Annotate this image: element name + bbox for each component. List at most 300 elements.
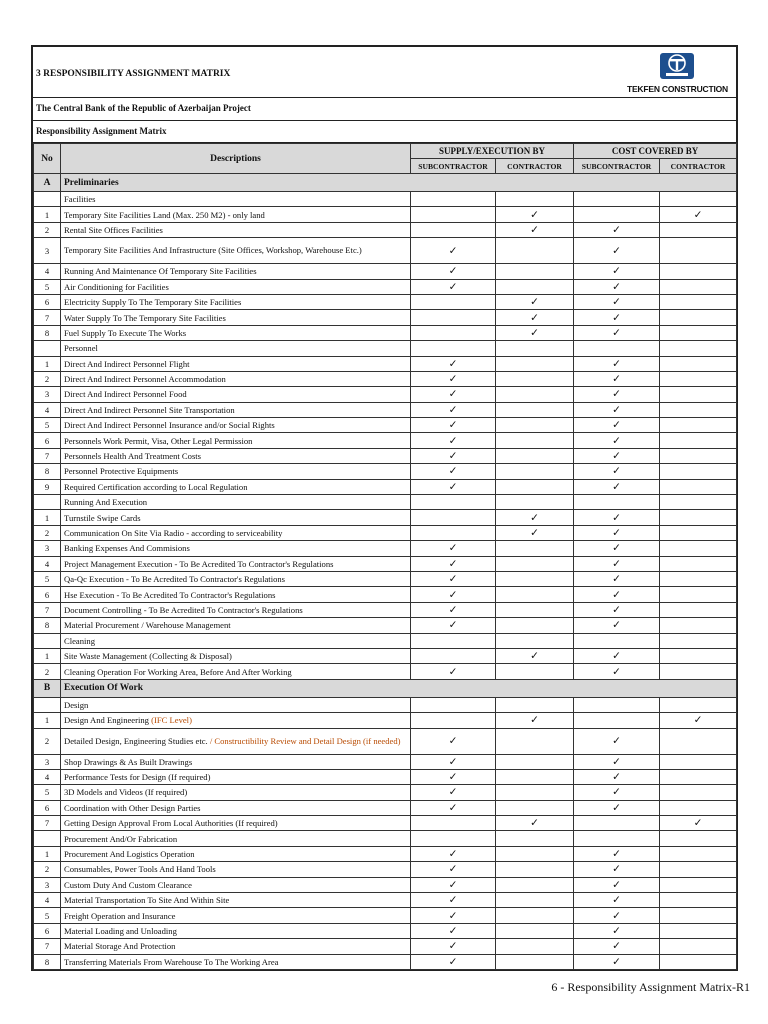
row-description [61,294,411,309]
description-text: Design And Engineering [64,715,149,726]
cost-subcontractor-cell [574,525,660,540]
row-number: 1 [34,846,61,861]
check-mark-icon: ✓ [530,512,539,524]
row-number: 7 [34,602,61,617]
cost-contractor-cell [660,525,737,540]
section-letter: A [34,174,61,192]
check-mark-icon: ✓ [448,756,458,768]
check-mark-icon: ✓ [612,543,621,555]
cost-subcontractor-cell [574,310,660,325]
table-row [34,541,737,556]
check-mark-icon: ✓ [530,818,539,830]
supply-subcontractor-cell [411,648,496,663]
check-mark-icon: ✓ [693,715,703,727]
check-mark-icon: ✓ [448,849,458,861]
check-mark-icon: ✓ [612,589,621,601]
supply-subcontractor-cell [411,448,496,463]
table-row [34,294,737,309]
group-header-row [34,697,737,712]
supply-subcontractor-cell [411,754,496,769]
group-empty-cell [496,341,574,356]
cost-subcontractor-cell [574,402,660,417]
group-title: Design [61,697,411,712]
check-mark-icon: ✓ [612,312,621,324]
check-mark-icon: ✓ [693,818,703,830]
table-row [34,908,737,923]
description-text: Rental Site Offices Facilities [64,224,163,235]
matrix-subtitle: Responsibility Assignment Matrix [36,126,167,136]
row-number: 2 [34,525,61,540]
check-mark-icon: ✓ [448,589,458,601]
company-name: TEKFEN CONSTRUCTION [626,84,728,94]
cost-contractor-cell [660,587,737,602]
group-empty-cell [496,495,574,510]
supply-contractor-cell [496,908,574,923]
row-description [61,264,411,279]
group-header-row [34,831,737,846]
supply-subcontractor-cell [411,728,496,754]
supply-subcontractor-cell [411,618,496,633]
cost-subcontractor-cell [574,769,660,784]
supply-contractor-cell [496,648,574,663]
check-mark-icon: ✓ [448,666,458,678]
supply-contractor-cell [496,310,574,325]
check-mark-icon: ✓ [530,327,539,339]
cost-subcontractor-cell [574,222,660,237]
check-mark-icon: ✓ [612,245,621,257]
table-row [34,800,737,815]
check-mark-icon: ✓ [448,266,458,278]
group-header-row [34,495,737,510]
supply-contractor-cell [496,448,574,463]
responsibility-matrix-table [33,143,737,970]
cost-subcontractor-cell [574,908,660,923]
row-description [61,587,411,602]
description-text: Detailed Design, Engineering Studies etc. [64,735,208,746]
cost-contractor-cell [660,664,737,679]
cost-subcontractor-cell [574,648,660,663]
description-text: Turnstile Swipe Cards [64,512,141,523]
table-row [34,587,737,602]
table-row [34,939,737,954]
row-description [61,713,411,728]
check-mark-icon: ✓ [448,558,458,570]
check-mark-icon: ✓ [448,772,458,784]
check-mark-icon: ✓ [448,802,458,814]
cost-subcontractor-cell [574,464,660,479]
supply-subcontractor-cell [411,222,496,237]
row-number: 3 [34,238,61,264]
supply-contractor-cell [496,923,574,938]
check-mark-icon: ✓ [448,910,458,922]
group-header-row [34,341,737,356]
description-text: Electricity Supply To The Temporary Site Facilities [64,297,242,308]
table-row [34,418,737,433]
check-mark-icon: ✓ [612,736,621,747]
supply-contractor-cell [496,846,574,861]
row-description [61,207,411,222]
description-text: Water Supply To The Temporary Site Facilities [64,312,226,323]
row-description [61,923,411,938]
document-title: 3 RESPONSIBILITY ASSIGNMENT MATRIX [36,69,231,79]
table-row [34,713,737,728]
cost-contractor-cell [660,294,737,309]
supply-subcontractor-cell [411,294,496,309]
check-mark-icon: ✓ [612,772,621,784]
supply-contractor-cell [496,238,574,264]
supply-subcontractor-cell [411,279,496,294]
cost-contractor-cell [660,713,737,728]
table-row [34,222,737,237]
row-description [61,728,411,754]
supply-contractor-cell [496,294,574,309]
row-number: 7 [34,310,61,325]
check-mark-icon: ✓ [448,466,458,478]
check-mark-icon: ✓ [612,756,621,768]
check-mark-icon: ✓ [448,543,458,555]
check-mark-icon: ✓ [448,451,458,463]
group-empty-cell [660,697,737,712]
group-empty-cell [496,192,574,207]
table-row [34,356,737,371]
row-description [61,816,411,831]
cost-contractor-cell [660,207,737,222]
group-empty-cell [660,341,737,356]
row-number: 4 [34,556,61,571]
check-mark-icon: ✓ [612,925,621,937]
check-mark-icon: ✓ [612,466,621,478]
supply-subcontractor-cell [411,846,496,861]
group-empty-cell [660,192,737,207]
supply-contractor-cell [496,541,574,556]
group-empty-cell [496,697,574,712]
row-number: 2 [34,664,61,679]
section-header-row [34,679,737,697]
row-number: 1 [34,510,61,525]
supply-subcontractor-cell [411,371,496,386]
table-row [34,402,737,417]
row-description [61,525,411,540]
cost-subcontractor-cell [574,510,660,525]
check-mark-icon: ✓ [612,558,621,570]
cost-contractor-cell [660,602,737,617]
table-row [34,816,737,831]
check-mark-icon: ✓ [612,297,621,309]
description-text: Performance Tests for Design (If required) [64,772,211,783]
cost-contractor-cell [660,862,737,877]
check-mark-icon: ✓ [448,941,458,953]
supply-subcontractor-cell [411,464,496,479]
table-row [34,238,737,264]
cost-subcontractor-cell [574,877,660,892]
supply-subcontractor-cell [411,387,496,402]
description-text: Material Loading and Unloading [64,925,177,936]
row-description [61,310,411,325]
row-number: 8 [34,954,61,969]
supply-contractor-cell [496,387,574,402]
table-row [34,846,737,861]
description-text: Direct And Indirect Personnel Accommodation [64,374,226,385]
row-description [61,222,411,237]
project-row [33,97,736,121]
check-mark-icon: ✓ [612,528,621,539]
row-description [61,785,411,800]
row-description [61,371,411,386]
supply-subcontractor-cell [411,356,496,371]
check-mark-icon: ✓ [612,224,621,236]
check-mark-icon: ✓ [612,879,621,891]
check-mark-icon: ✓ [448,574,458,586]
group-empty-cell [496,633,574,648]
check-mark-icon: ✓ [530,297,539,309]
description-text: Qa-Qc Execution - To Be Acredited To Contractor's Regulations [64,574,286,585]
supply-contractor-cell [496,556,574,571]
description-text: Running And Maintenance Of Temporary Site Facilities [64,266,257,277]
cost-contractor-cell [660,923,737,938]
tekfen-logo-icon [660,53,694,79]
row-number: 2 [34,862,61,877]
check-mark-icon: ✓ [448,389,458,401]
matrix-body [34,174,737,970]
cost-subcontractor-cell [574,816,660,831]
group-no-cell [34,192,61,207]
row-description [61,939,411,954]
cost-subcontractor-cell [574,893,660,908]
table-row [34,754,737,769]
cost-subcontractor-cell [574,800,660,815]
row-description [61,402,411,417]
document-sheet [31,45,738,971]
supply-subcontractor-cell [411,207,496,222]
cost-contractor-cell [660,433,737,448]
cost-subcontractor-cell [574,754,660,769]
check-mark-icon: ✓ [612,451,621,463]
check-mark-icon: ✓ [448,374,458,386]
description-text: Cleaning Operation For Working Area, Before And After Working [64,666,292,677]
supply-subcontractor-cell [411,264,496,279]
description-text: Site Waste Management (Collecting & Disposal) [64,651,232,662]
company-logo [628,53,728,93]
table-row [34,618,737,633]
row-number: 3 [34,877,61,892]
check-mark-icon: ✓ [612,864,621,876]
cost-subcontractor-cell [574,846,660,861]
table-row [34,310,737,325]
check-mark-icon: ✓ [612,604,621,616]
supply-subcontractor-cell [411,769,496,784]
supply-contractor-cell [496,279,574,294]
description-text: Temporary Site Facilities And Infrastructure (Site Offices, Workshop, Warehouse Etc.) [64,245,362,256]
row-description [61,877,411,892]
supply-contractor-cell [496,464,574,479]
table-row [34,602,737,617]
cost-contractor-cell [660,448,737,463]
description-text: Required Certification according to Local Regulation [64,481,248,492]
check-mark-icon: ✓ [693,209,703,221]
cost-contractor-cell [660,618,737,633]
row-number: 5 [34,785,61,800]
group-header-row [34,633,737,648]
column-header-supply-contractor: CONTRACTOR [496,159,574,174]
group-empty-cell [574,192,660,207]
supply-contractor-cell [496,433,574,448]
supply-subcontractor-cell [411,862,496,877]
check-mark-icon: ✓ [612,956,621,968]
supply-subcontractor-cell [411,954,496,969]
table-row [34,877,737,892]
description-text: Banking Expenses And Commisions [64,543,190,554]
cost-subcontractor-cell [574,387,660,402]
supply-contractor-cell [496,954,574,969]
column-header-supply: SUPPLY/EXECUTION BY [411,144,574,159]
group-empty-cell [574,831,660,846]
supply-contractor-cell [496,325,574,340]
cost-subcontractor-cell [574,923,660,938]
group-empty-cell [660,495,737,510]
group-title: Facilities [61,192,411,207]
cost-subcontractor-cell [574,479,660,494]
cost-contractor-cell [660,556,737,571]
row-description [61,325,411,340]
row-number: 5 [34,279,61,294]
check-mark-icon: ✓ [612,910,621,922]
check-mark-icon: ✓ [612,512,621,524]
row-number: 2 [34,728,61,754]
check-mark-icon: ✓ [448,925,458,937]
row-description [61,510,411,525]
supply-contractor-cell [496,479,574,494]
supply-contractor-cell [496,207,574,222]
group-empty-cell [411,697,496,712]
check-mark-icon: ✓ [448,281,458,293]
row-description [61,279,411,294]
description-text: Transferring Materials From Warehouse To The Working Area [64,956,279,967]
row-number: 6 [34,923,61,938]
cost-subcontractor-cell [574,587,660,602]
check-mark-icon: ✓ [448,895,458,907]
group-empty-cell [574,495,660,510]
description-text: Direct And Indirect Personnel Flight [64,358,190,369]
supply-contractor-cell [496,602,574,617]
check-mark-icon: ✓ [530,528,539,539]
section-header-row [34,174,737,192]
group-empty-cell [660,633,737,648]
check-mark-icon: ✓ [448,481,458,493]
row-number: 7 [34,816,61,831]
row-number: 2 [34,371,61,386]
cost-subcontractor-cell [574,207,660,222]
supply-subcontractor-cell [411,510,496,525]
cost-contractor-cell [660,387,737,402]
supply-contractor-cell [496,571,574,586]
check-mark-icon: ✓ [448,620,458,632]
check-mark-icon: ✓ [612,404,621,416]
table-row [34,325,737,340]
supply-contractor-cell [496,618,574,633]
group-empty-cell [660,831,737,846]
description-text: Consumables, Power Tools And Hand Tools [64,864,216,875]
cost-contractor-cell [660,754,737,769]
row-number: 1 [34,356,61,371]
cost-contractor-cell [660,402,737,417]
cost-subcontractor-cell [574,264,660,279]
cost-subcontractor-cell [574,785,660,800]
cost-subcontractor-cell [574,954,660,969]
supply-contractor-cell [496,371,574,386]
check-mark-icon: ✓ [612,941,621,953]
group-title: Running And Execution [61,495,411,510]
check-mark-icon: ✓ [612,281,621,293]
row-number: 2 [34,222,61,237]
description-text: Coordination with Other Design Parties [64,802,201,813]
column-header-cost-subcontractor: SUBCONTRACTOR [574,159,660,174]
check-mark-icon: ✓ [530,651,539,663]
row-number: 5 [34,908,61,923]
check-mark-icon: ✓ [612,802,621,814]
table-row [34,371,737,386]
row-description [61,800,411,815]
check-mark-icon: ✓ [612,389,621,401]
cost-contractor-cell [660,800,737,815]
description-text: 3D Models and Videos (If required) [64,787,188,798]
group-empty-cell [574,697,660,712]
supply-subcontractor-cell [411,479,496,494]
row-number: 4 [34,893,61,908]
check-mark-icon: ✓ [448,956,458,968]
description-text: Material Storage And Protection [64,941,176,952]
row-description [61,556,411,571]
check-mark-icon: ✓ [448,358,458,370]
check-mark-icon: ✓ [612,481,621,493]
description-text: Personnels Work Permit, Visa, Other Legal Permission [64,435,253,446]
cost-contractor-cell [660,371,737,386]
row-number: 8 [34,464,61,479]
supply-contractor-cell [496,713,574,728]
cost-contractor-cell [660,846,737,861]
description-text: Freight Operation and Insurance [64,910,176,921]
cost-subcontractor-cell [574,433,660,448]
column-header-cost: COST COVERED BY [574,144,737,159]
table-row [34,728,737,754]
cost-contractor-cell [660,222,737,237]
row-number: 4 [34,264,61,279]
check-mark-icon: ✓ [612,620,621,632]
group-empty-cell [574,633,660,648]
supply-contractor-cell [496,664,574,679]
check-mark-icon: ✓ [448,404,458,416]
row-description [61,954,411,969]
table-row [34,556,737,571]
description-text: Custom Duty And Custom Clearance [64,879,192,890]
description-text: Direct And Indirect Personnel Site Transportation [64,404,235,415]
check-mark-icon: ✓ [448,864,458,876]
supply-contractor-cell [496,264,574,279]
row-number: 7 [34,448,61,463]
table-row [34,648,737,663]
section-title: Preliminaries [61,174,737,192]
cost-contractor-cell [660,464,737,479]
supply-subcontractor-cell [411,402,496,417]
cost-contractor-cell [660,939,737,954]
cost-subcontractor-cell [574,448,660,463]
cost-contractor-cell [660,893,737,908]
description-text: Shop Drawings & As Built Drawings [64,756,193,767]
column-header-supply-subcontractor: SUBCONTRACTOR [411,159,496,174]
row-number: 4 [34,769,61,784]
row-number: 3 [34,754,61,769]
supply-contractor-cell [496,754,574,769]
table-row [34,769,737,784]
